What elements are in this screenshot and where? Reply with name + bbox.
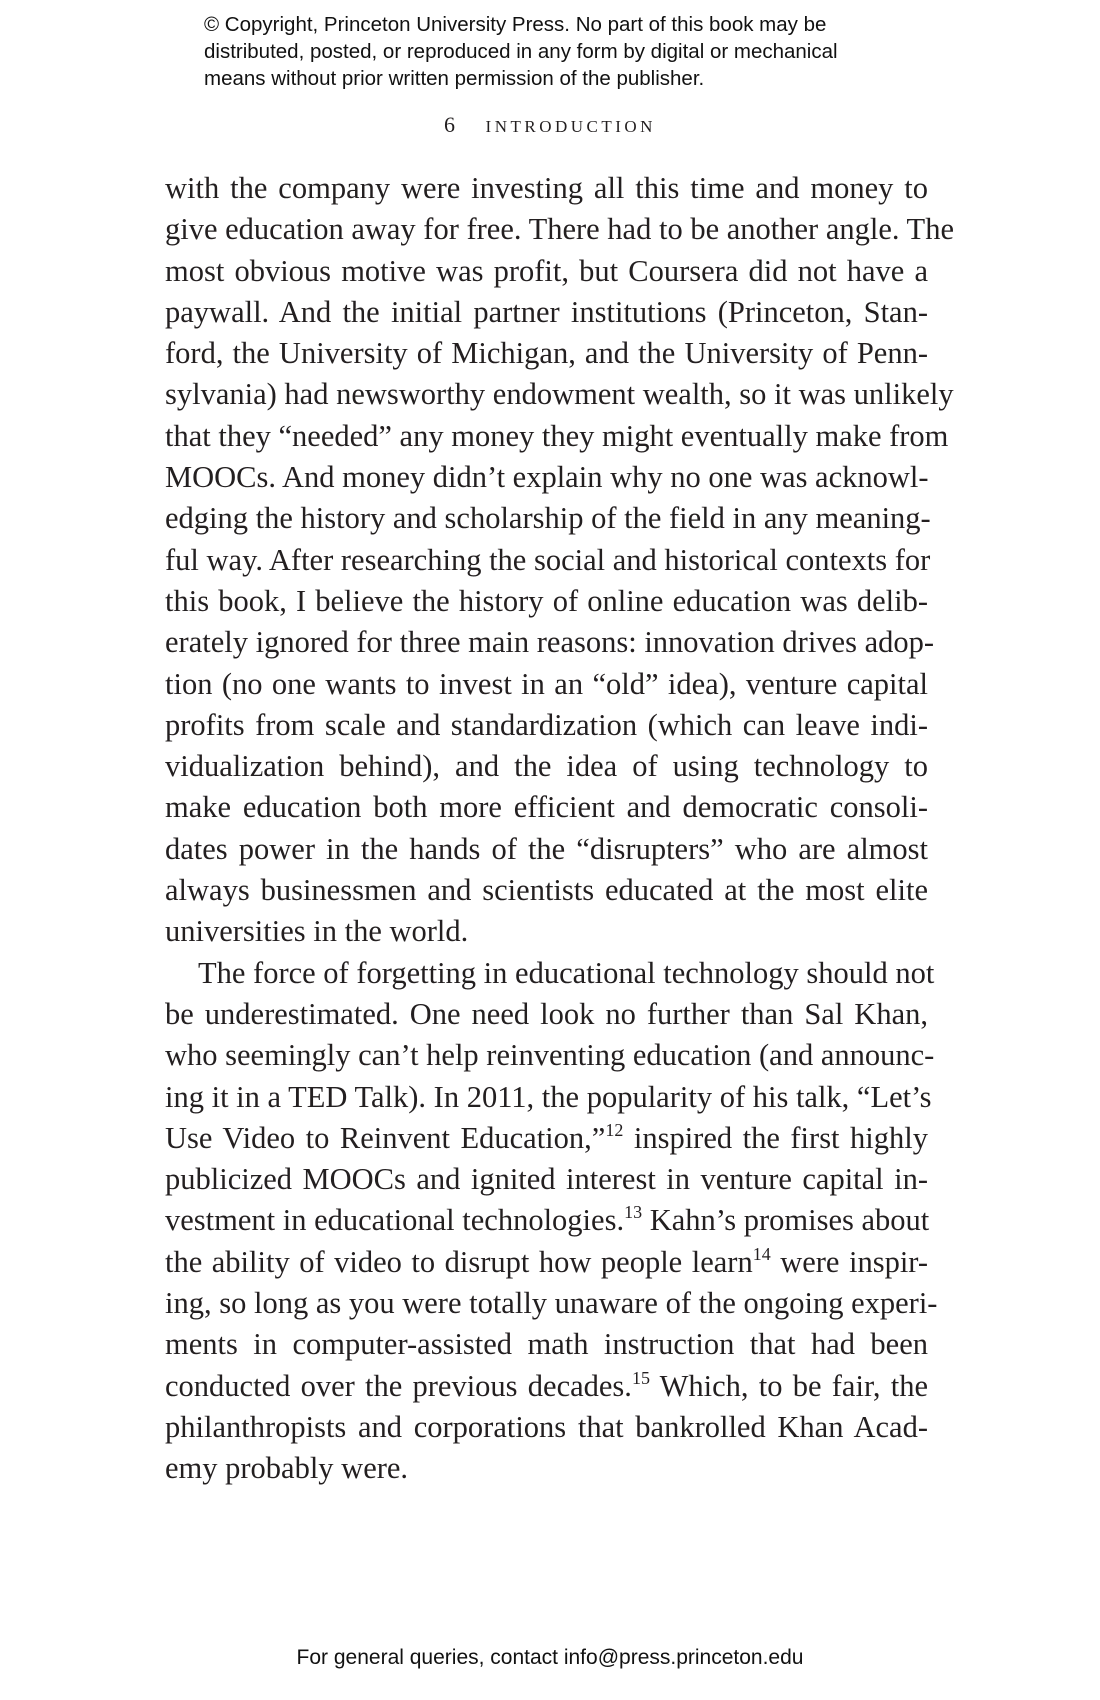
footer-contact: For general queries, contact info@press.princeton.edu [296,1646,804,1669]
text-segment: the ability of video to disrupt how people learn [165,1244,753,1279]
text-line: MOOCs. And money didn’t explain why no one was acknowl- [165,460,929,495]
text-line: edging the history and scholarship of the field in any meaning- [165,501,931,536]
paragraph-2 [165,953,938,1490]
paragraph-1 [165,168,954,953]
text-line: profits from scale and standardization (which can leave indi- [165,707,928,742]
text-line: erately ignored for three main reasons: innovation drives adop- [165,625,935,660]
text-line: sylvania) had newsworthy endowment wealth, so it was unlikely [165,377,954,412]
text-line: ments in computer-assisted math instruction that had been [165,1327,928,1362]
copyright-notice [204,11,964,92]
copyright-line: means without prior written permission of the publisher. [204,67,705,90]
copyright-line: distributed, posted, or reproduced in any form by digital or mechanical [204,40,838,63]
text-line: universities in the world. [165,914,469,949]
text-line: The force of forgetting in educational technology should not [198,955,935,990]
page-number: 6 [444,112,456,137]
chapter-title: INTRODUCTION [485,117,656,136]
text-line: most obvious motive was profit, but Coursera did not have a [165,253,928,288]
text-segment: Use Video to Reinvent Education,” [165,1120,606,1155]
body-text [165,168,954,1490]
text-line: philanthropists and corporations that bankrolled Khan Acad- [165,1409,928,1444]
footnote-marker[interactable]: 14 [752,1243,771,1264]
text-line [165,1200,928,1241]
text-line: tion (no one wants to invest in an “old” idea), venture capital [165,666,928,701]
text-line [165,1242,928,1283]
text-segment: vestment in educational technologies. [165,1203,625,1238]
text-line: paywall. And the initial partner institutions (Princeton, Stan- [165,294,928,329]
text-line: dates power in the hands of the “disrupters” who are almost [165,831,928,866]
text-line: ford, the University of Michigan, and the University of Penn- [165,336,928,371]
text-line: with the company were investing all this time and money to [165,171,928,205]
footnote-marker[interactable]: 12 [605,1119,624,1140]
text-line: this book, I believe the history of online education was delib- [165,583,928,618]
text-segment: Kahn’s promises about [642,1203,930,1238]
text-line [165,1366,928,1407]
text-line: ing it in a TED Talk). In 2011, the popularity of his talk, “Let’s [165,1079,932,1114]
text-segment: were inspir- [770,1244,929,1279]
copyright-line: © Copyright, Princeton University Press. No part of this book may be [204,13,827,36]
text-line: be underestimated. One need look no further than Sal Khan, [165,996,928,1031]
text-line: give education away for free. There had to be another angle. The [165,212,954,247]
text-segment: conducted over the previous decades. [165,1368,632,1403]
text-line: who seemingly can’t help reinventing education (and announc- [165,1038,935,1073]
footnote-marker[interactable]: 15 [631,1367,650,1388]
text-line: ing, so long as you were totally unaware of the ongoing experi- [165,1286,938,1321]
text-line: that they “needed” any money they might eventually make from [165,418,949,453]
text-line: always businessmen and scientists educated at the most elite [165,873,928,908]
text-line [165,1118,928,1159]
text-segment: Which, to be fair, the [649,1368,929,1403]
text-line: make education both more efficient and democratic consoli- [165,790,928,825]
text-line: vidualization behind), and the idea of using technology to [165,749,928,784]
text-line: ful way. After researching the social and historical contexts for [165,542,931,577]
footnote-marker[interactable]: 13 [624,1202,643,1223]
running-head [0,110,1100,142]
text-segment: inspired the first highly [623,1120,928,1155]
text-line: emy probably were. [165,1451,409,1486]
text-line: publicized MOOCs and ignited interest in venture capital in- [165,1162,928,1197]
